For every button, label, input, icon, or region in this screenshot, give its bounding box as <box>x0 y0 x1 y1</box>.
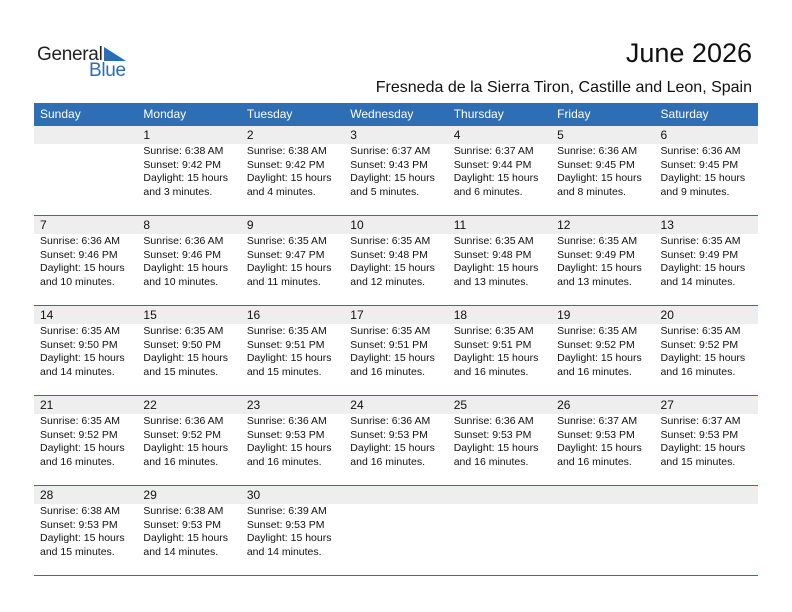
day-number: 30 <box>241 486 344 504</box>
day-sunrise: Sunrise: 6:36 AM <box>350 415 431 427</box>
day-number: 10 <box>344 216 447 234</box>
day-number <box>344 486 447 504</box>
day-sunset: Sunset: 9:50 PM <box>40 338 118 351</box>
day-daylight: Daylight: 15 hours <box>453 442 539 455</box>
day-sunset: Sunset: 9:52 PM <box>143 428 222 441</box>
day-cell <box>344 306 447 395</box>
calendar-grid <box>34 103 758 576</box>
day-daylight: Daylight: 15 hours <box>350 352 435 365</box>
day-cell <box>551 306 654 395</box>
day-cell <box>34 486 137 575</box>
day-daylight: Daylight: 15 hours <box>40 532 125 545</box>
day-number: 8 <box>137 216 240 234</box>
day-cell <box>551 486 654 575</box>
day-cell <box>655 396 758 485</box>
day-sunrise: Sunrise: 6:35 AM <box>557 325 638 337</box>
day-info <box>655 235 758 289</box>
day-daylight: Daylight: 15 hours <box>557 172 642 185</box>
day-minutes: and 16 minutes. <box>557 365 632 378</box>
weekday-header-row <box>34 103 758 126</box>
day-info <box>655 415 758 469</box>
day-sunrise: Sunrise: 6:35 AM <box>350 235 431 247</box>
day-cell <box>137 126 240 215</box>
day-sunset: Sunset: 9:51 PM <box>350 338 428 351</box>
day-minutes: and 15 minutes. <box>660 455 736 468</box>
day-sunrise: Sunrise: 6:38 AM <box>40 505 120 517</box>
weekday-header: Friday <box>557 107 591 121</box>
day-number: 15 <box>137 306 240 324</box>
day-sunset: Sunset: 9:53 PM <box>350 428 428 441</box>
day-cell <box>448 216 551 305</box>
day-daylight: Daylight: 15 hours <box>660 442 746 455</box>
day-daylight: Daylight: 15 hours <box>143 352 229 365</box>
day-number <box>448 486 551 504</box>
day-sunset: Sunset: 9:53 PM <box>246 518 325 531</box>
day-info <box>551 235 654 289</box>
day-sunset: Sunset: 9:42 PM <box>143 158 222 171</box>
weekday-header: Tuesday <box>246 107 293 121</box>
day-sunrise: Sunrise: 6:38 AM <box>246 145 327 157</box>
day-number: 9 <box>241 216 344 234</box>
week-row <box>34 306 758 396</box>
day-daylight: Daylight: 15 hours <box>40 352 125 365</box>
day-sunrise: Sunrise: 6:36 AM <box>557 145 638 157</box>
day-number: 3 <box>344 126 447 144</box>
day-minutes: and 13 minutes. <box>453 275 529 288</box>
day-cell <box>448 306 551 395</box>
day-info <box>241 235 344 289</box>
day-minutes: and 4 minutes. <box>246 185 316 198</box>
day-daylight: Daylight: 15 hours <box>660 262 746 275</box>
day-sunrise: Sunrise: 6:38 AM <box>143 505 224 517</box>
day-sunrise: Sunrise: 6:36 AM <box>246 415 327 427</box>
day-cell <box>655 306 758 395</box>
day-number: 21 <box>34 396 137 414</box>
day-sunrise: Sunrise: 6:39 AM <box>246 505 327 517</box>
day-cell <box>655 126 758 215</box>
day-daylight: Daylight: 15 hours <box>557 262 642 275</box>
day-number: 2 <box>241 126 344 144</box>
day-info <box>241 145 344 199</box>
day-sunset: Sunset: 9:49 PM <box>557 248 635 261</box>
day-minutes: and 16 minutes. <box>557 455 632 468</box>
day-number: 14 <box>34 306 137 324</box>
day-sunset: Sunset: 9:43 PM <box>350 158 428 171</box>
page-title: June 2026 <box>625 38 752 68</box>
day-daylight: Daylight: 15 hours <box>246 532 332 545</box>
day-cell <box>241 306 344 395</box>
day-sunrise: Sunrise: 6:35 AM <box>40 325 120 337</box>
day-daylight: Daylight: 15 hours <box>350 172 435 185</box>
week-row <box>34 216 758 306</box>
day-daylight: Daylight: 15 hours <box>557 352 642 365</box>
day-minutes: and 6 minutes. <box>453 185 523 198</box>
day-info <box>137 505 240 559</box>
day-sunset: Sunset: 9:52 PM <box>557 338 635 351</box>
day-cell <box>344 486 447 575</box>
logo-word-blue: Blue <box>89 60 126 81</box>
day-number: 25 <box>448 396 551 414</box>
day-daylight: Daylight: 15 hours <box>40 262 125 275</box>
day-cell <box>655 216 758 305</box>
day-cell <box>344 396 447 485</box>
day-daylight: Daylight: 15 hours <box>453 262 539 275</box>
day-info <box>448 325 551 379</box>
day-sunrise: Sunrise: 6:35 AM <box>246 325 327 337</box>
day-minutes: and 8 minutes. <box>557 185 626 198</box>
location-subtitle: Fresneda de la Sierra Tiron, Castille and Leon, Spain <box>375 79 752 96</box>
day-number: 1 <box>137 126 240 144</box>
day-minutes: and 16 minutes. <box>350 365 425 378</box>
day-number: 20 <box>655 306 758 324</box>
day-info <box>448 235 551 289</box>
day-daylight: Daylight: 15 hours <box>453 172 539 185</box>
day-sunset: Sunset: 9:53 PM <box>143 518 222 531</box>
day-number: 5 <box>551 126 654 144</box>
day-cell <box>551 216 654 305</box>
day-sunset: Sunset: 9:42 PM <box>246 158 325 171</box>
weekday-header: Thursday <box>453 107 504 121</box>
day-daylight: Daylight: 15 hours <box>246 262 332 275</box>
day-sunrise: Sunrise: 6:38 AM <box>143 145 224 157</box>
day-number: 13 <box>655 216 758 234</box>
day-daylight: Daylight: 15 hours <box>660 352 746 365</box>
day-sunset: Sunset: 9:52 PM <box>40 428 118 441</box>
day-cell <box>241 216 344 305</box>
day-cell <box>137 396 240 485</box>
day-number: 18 <box>448 306 551 324</box>
day-cell <box>448 126 551 215</box>
day-number: 24 <box>344 396 447 414</box>
day-info <box>344 325 447 379</box>
day-number: 28 <box>34 486 137 504</box>
day-sunset: Sunset: 9:45 PM <box>660 158 739 171</box>
day-sunset: Sunset: 9:50 PM <box>143 338 222 351</box>
day-daylight: Daylight: 15 hours <box>40 442 125 455</box>
day-daylight: Daylight: 15 hours <box>143 532 229 545</box>
day-cell <box>344 126 447 215</box>
day-number: 22 <box>137 396 240 414</box>
day-sunset: Sunset: 9:46 PM <box>143 248 222 261</box>
day-minutes: and 16 minutes. <box>453 455 529 468</box>
day-info <box>241 505 344 559</box>
day-info <box>137 235 240 289</box>
week-row <box>34 486 758 576</box>
day-sunset: Sunset: 9:53 PM <box>453 428 532 441</box>
day-daylight: Daylight: 15 hours <box>246 442 332 455</box>
day-minutes: and 16 minutes. <box>660 365 736 378</box>
day-minutes: and 10 minutes. <box>143 275 219 288</box>
day-info <box>551 325 654 379</box>
day-sunrise: Sunrise: 6:35 AM <box>453 235 534 247</box>
day-number: 4 <box>448 126 551 144</box>
day-info <box>34 235 137 289</box>
day-cell <box>34 396 137 485</box>
day-sunrise: Sunrise: 6:36 AM <box>143 415 224 427</box>
day-minutes: and 16 minutes. <box>246 455 322 468</box>
day-sunrise: Sunrise: 6:35 AM <box>40 415 120 427</box>
day-sunrise: Sunrise: 6:36 AM <box>40 235 120 247</box>
day-info <box>137 145 240 199</box>
weekday-header: Saturday <box>660 107 709 121</box>
day-info <box>137 325 240 379</box>
day-info <box>344 235 447 289</box>
day-minutes: and 5 minutes. <box>350 185 420 198</box>
day-minutes: and 3 minutes. <box>143 185 213 198</box>
day-sunrise: Sunrise: 6:35 AM <box>557 235 638 247</box>
day-sunrise: Sunrise: 6:36 AM <box>660 145 741 157</box>
day-daylight: Daylight: 15 hours <box>660 172 746 185</box>
day-minutes: and 14 minutes. <box>143 545 219 558</box>
day-daylight: Daylight: 15 hours <box>143 442 229 455</box>
day-cell <box>241 486 344 575</box>
day-number <box>655 486 758 504</box>
day-minutes: and 16 minutes. <box>350 455 425 468</box>
day-cell <box>34 216 137 305</box>
weekday-header: Monday <box>143 107 187 121</box>
day-cell <box>34 306 137 395</box>
day-number: 27 <box>655 396 758 414</box>
day-info <box>344 415 447 469</box>
day-sunset: Sunset: 9:53 PM <box>246 428 325 441</box>
day-sunset: Sunset: 9:45 PM <box>557 158 635 171</box>
day-cell <box>655 486 758 575</box>
day-number: 29 <box>137 486 240 504</box>
day-sunrise: Sunrise: 6:37 AM <box>660 415 741 427</box>
day-minutes: and 16 minutes. <box>143 455 219 468</box>
day-minutes: and 10 minutes. <box>40 275 115 288</box>
day-sunset: Sunset: 9:53 PM <box>557 428 635 441</box>
day-minutes: and 15 minutes. <box>40 545 115 558</box>
day-daylight: Daylight: 15 hours <box>246 352 332 365</box>
day-sunset: Sunset: 9:49 PM <box>660 248 739 261</box>
day-sunrise: Sunrise: 6:35 AM <box>453 325 534 337</box>
day-sunrise: Sunrise: 6:37 AM <box>350 145 431 157</box>
day-cell <box>551 396 654 485</box>
day-sunrise: Sunrise: 6:37 AM <box>453 145 534 157</box>
weekday-header: Sunday <box>40 107 81 121</box>
day-daylight: Daylight: 15 hours <box>350 442 435 455</box>
day-number <box>34 126 137 144</box>
day-minutes: and 13 minutes. <box>557 275 632 288</box>
weeks-container <box>34 126 758 576</box>
day-sunrise: Sunrise: 6:35 AM <box>660 235 741 247</box>
day-cell <box>137 306 240 395</box>
day-info <box>34 415 137 469</box>
day-cell <box>551 126 654 215</box>
day-number: 19 <box>551 306 654 324</box>
day-info <box>137 415 240 469</box>
day-cell <box>344 216 447 305</box>
day-number: 26 <box>551 396 654 414</box>
day-info <box>655 325 758 379</box>
day-number: 17 <box>344 306 447 324</box>
day-sunset: Sunset: 9:53 PM <box>40 518 118 531</box>
day-sunrise: Sunrise: 6:35 AM <box>246 235 327 247</box>
day-info <box>34 505 137 559</box>
day-sunset: Sunset: 9:51 PM <box>453 338 532 351</box>
logo-word-general: General <box>37 44 103 65</box>
day-number: 23 <box>241 396 344 414</box>
day-number: 11 <box>448 216 551 234</box>
day-cell <box>137 486 240 575</box>
day-minutes: and 16 minutes. <box>40 455 115 468</box>
day-info <box>34 325 137 379</box>
day-info <box>241 415 344 469</box>
day-number <box>551 486 654 504</box>
day-info <box>448 415 551 469</box>
day-sunset: Sunset: 9:52 PM <box>660 338 739 351</box>
day-sunset: Sunset: 9:51 PM <box>246 338 325 351</box>
day-minutes: and 15 minutes. <box>246 365 322 378</box>
day-cell <box>448 486 551 575</box>
day-sunset: Sunset: 9:46 PM <box>40 248 118 261</box>
day-minutes: and 15 minutes. <box>143 365 219 378</box>
day-daylight: Daylight: 15 hours <box>453 352 539 365</box>
day-minutes: and 14 minutes. <box>40 365 115 378</box>
day-daylight: Daylight: 15 hours <box>143 172 229 185</box>
day-daylight: Daylight: 15 hours <box>557 442 642 455</box>
day-minutes: and 9 minutes. <box>660 185 730 198</box>
day-cell <box>241 126 344 215</box>
day-daylight: Daylight: 15 hours <box>350 262 435 275</box>
day-info <box>655 145 758 199</box>
day-cell <box>137 216 240 305</box>
day-sunrise: Sunrise: 6:35 AM <box>143 325 224 337</box>
week-row <box>34 126 758 216</box>
day-sunrise: Sunrise: 6:36 AM <box>453 415 534 427</box>
day-sunrise: Sunrise: 6:37 AM <box>557 415 638 427</box>
day-sunset: Sunset: 9:48 PM <box>350 248 428 261</box>
day-minutes: and 14 minutes. <box>246 545 322 558</box>
day-number: 7 <box>34 216 137 234</box>
day-sunset: Sunset: 9:44 PM <box>453 158 532 171</box>
day-number: 16 <box>241 306 344 324</box>
day-info <box>344 145 447 199</box>
weekday-header: Wednesday <box>350 107 414 121</box>
week-row <box>34 396 758 486</box>
day-daylight: Daylight: 15 hours <box>246 172 332 185</box>
day-sunset: Sunset: 9:47 PM <box>246 248 325 261</box>
day-minutes: and 11 minutes. <box>246 275 321 288</box>
day-sunrise: Sunrise: 6:35 AM <box>660 325 741 337</box>
day-info <box>551 145 654 199</box>
day-minutes: and 12 minutes. <box>350 275 425 288</box>
day-cell <box>34 126 137 215</box>
day-number: 6 <box>655 126 758 144</box>
day-number: 12 <box>551 216 654 234</box>
day-info <box>551 415 654 469</box>
day-info <box>448 145 551 199</box>
day-info <box>241 325 344 379</box>
logo-triangle-icon <box>104 47 126 61</box>
day-minutes: and 16 minutes. <box>453 365 529 378</box>
brand-logo <box>37 44 137 84</box>
day-sunrise: Sunrise: 6:36 AM <box>143 235 224 247</box>
day-sunset: Sunset: 9:53 PM <box>660 428 739 441</box>
day-daylight: Daylight: 15 hours <box>143 262 229 275</box>
day-sunset: Sunset: 9:48 PM <box>453 248 532 261</box>
day-cell <box>241 396 344 485</box>
day-cell <box>448 396 551 485</box>
day-sunrise: Sunrise: 6:35 AM <box>350 325 431 337</box>
day-minutes: and 14 minutes. <box>660 275 736 288</box>
